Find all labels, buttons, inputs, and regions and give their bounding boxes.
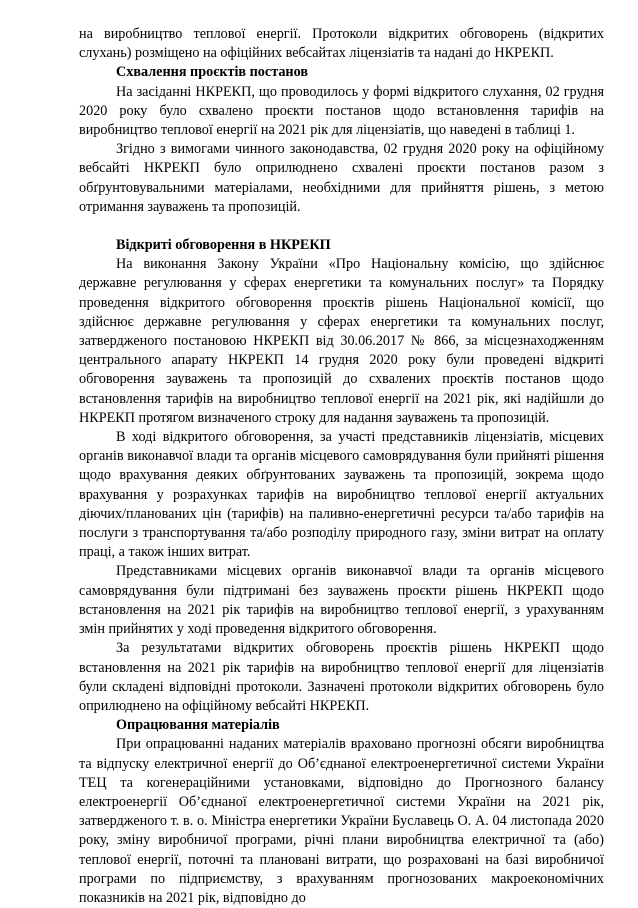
section-heading-approval: Схвалення проєктів постанов [116, 64, 309, 81]
approval-paragraph-2: Згідно з вимогами чинного законодавства, 02 грудня 2020 року на офіційному вебсайті НКРЕКП було оприлюднено схвалені проєкти постанов разом з обґрунтовувальними матеріалами, необхідними для прийняття рішень, з метою отримання зауважень та пропозицій. [79, 141, 604, 215]
discussions-paragraph-2: В ході відкритого обговорення, за участі представників ліцензіатів, місцевих органів виконавчої влади та органів місцевого самоврядування були прийняті рішення щодо врахування деяких обґрунтованих зауважень та пропозицій, зокрема щодо врахування у розрахунках тарифів на виробництво теплової енергії актуальних діючих/планованих цін (тарифів) на паливно-енергетичні ресурси та/або тарифів на послуги з транспортування та/або розподілу природного газу, зміни витрат на оплату праці, а також інших витрат. [79, 429, 604, 561]
processing-paragraph-1: При опрацюванні наданих матеріалів враховано прогнозні обсяги виробництва та відпуску електричної енергії до Об’єднаної електроенергетичної системи України ТЕЦ та когенераційними установками, відповідно до Прогнозного балансу електроенергії Об’єднаної електроенергетичної системи України на 2021 рік, затвердженого т. в. о. Міністра енергетики України Буславець О. А. 04 листопада 2020 року, зміну виробничої програми, річні плани виробництва електричної та (або) теплової енергії, поточні та плановані витрати, що розраховані на базі виробничої програми по підприємству, з врахуванням прогнозованих макроекономічних показників на 2021 рік, відповідно до [79, 736, 604, 906]
section-heading-open-discussions: Відкриті обговорення в НКРЕКП [116, 237, 331, 254]
discussions-paragraph-4: За результатами відкритих обговорень проєктів рішень НКРЕКП щодо встановлення на 2021 рік тарифів на виробництво теплової енергії для ліцензіатів були складені відповідні протоколи. Зазначені протоколи відкритих обговорень було оприлюднено на офіційному вебсайті НКРЕКП. [79, 640, 604, 714]
section-heading-processing: Опрацювання матеріалів [116, 717, 280, 734]
section-spacer [79, 217, 604, 236]
approval-paragraph-1: На засіданні НКРЕКП, що проводилось у формі відкритого слухання, 02 грудня 2020 року було схвалено проєкти постанов щодо встановлення тарифів на виробництво теплової енергії на 2021 рік для ліцензіатів, що наведені в таблиці 1. [79, 83, 604, 139]
intro-fragment: на виробництво теплової енергії. Протоколи відкритих обговорень (відкритих слухань) розміщено на офіційних вебсайтах ліцензіатів та надані до НКРЕКП. [79, 26, 604, 62]
discussions-paragraph-1: На виконання Закону України «Про Національну комісію, що здійснює державне регулювання у сферах енергетики та комунальних послуг» та Порядку проведення відкритого обговорення проєктів рішень Національної комісії, що здійснює державне регулювання у сферах енергетики та комунальних послуг, затвердженого постановою НКРЕКП від 30.06.2017 № 866, за місцезнаходженням центрального апарату НКРЕКП 14 грудня 2020 року були проведені відкриті обговорення зауважень та пропозицій до схвалених проєктів постанов щодо встановлення тарифів на виробництво теплової енергії на 2021 рік, які надійшли до НКРЕКП протягом визначеного строку для надання зауважень та пропозицій. [79, 256, 604, 426]
discussions-paragraph-3: Представниками місцевих органів виконавчої влади та органів місцевого самоврядування були підтримані без зауважень проєкти рішень НКРЕКП щодо встановлення на 2021 рік тарифів на виробництво теплової енергії, з урахуванням змін прийнятих у ході проведення відкритого обговорення. [79, 563, 604, 638]
